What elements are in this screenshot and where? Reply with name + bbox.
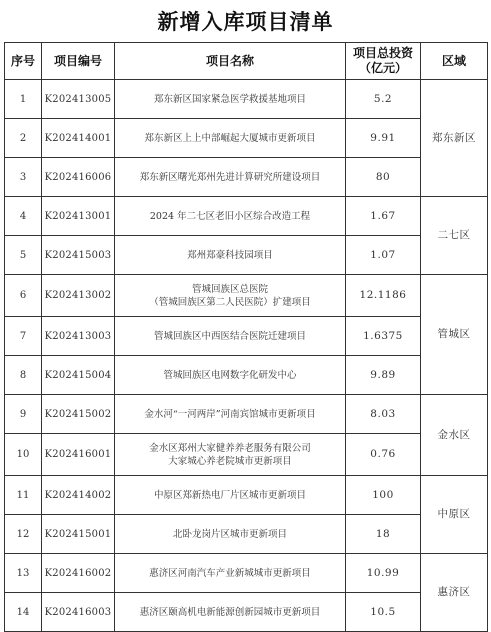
header-investment-line1: 项目总投资: [352, 46, 413, 60]
table-row: [5, 158, 488, 197]
row-investment: 80: [346, 158, 421, 197]
row-investment: 5.2: [346, 80, 421, 119]
row-project-name: [115, 80, 346, 119]
row-area: 中原区: [421, 476, 488, 554]
row-project-name-line: 郑东新区上上中部崛起大厦城市更新项目: [144, 132, 316, 144]
row-project-name: [115, 236, 346, 275]
row-index: 4: [5, 197, 42, 236]
row-area: 二七区: [421, 197, 488, 275]
row-index: 10: [5, 434, 42, 476]
row-project-code: K202413003: [42, 317, 115, 356]
table-body: [5, 80, 488, 632]
row-project-name: [115, 275, 346, 317]
row-project-name: [115, 395, 346, 434]
row-project-name-line: 北卧龙岗片区城市更新项目: [172, 528, 287, 540]
row-project-name-line: 惠济区颐高机电新能源创新园城市更新项目: [139, 606, 321, 618]
row-area: 惠济区: [421, 554, 488, 632]
table-row: [5, 554, 488, 593]
row-index: 5: [5, 236, 42, 275]
row-project-name: [115, 317, 346, 356]
row-project-name: [115, 197, 346, 236]
row-index: 7: [5, 317, 42, 356]
row-project-code: K202415001: [42, 515, 115, 554]
row-project-code: K202415002: [42, 395, 115, 434]
row-project-code: K202415004: [42, 356, 115, 395]
row-investment: 1.6375: [346, 317, 421, 356]
table-row: [5, 119, 488, 158]
row-project-name: [115, 119, 346, 158]
row-investment: 8.03: [346, 395, 421, 434]
table-header-row: [5, 43, 488, 80]
row-investment: 9.91: [346, 119, 421, 158]
row-index: 9: [5, 395, 42, 434]
row-index: 2: [5, 119, 42, 158]
row-project-name-line: （管城回族区第二人民医院）扩建项目: [149, 296, 311, 308]
table-row: [5, 275, 488, 317]
table-row: [5, 236, 488, 275]
table-row: [5, 593, 488, 632]
table-row: [5, 197, 488, 236]
header-investment-line2: （亿元）: [358, 61, 407, 75]
row-project-code: K202413002: [42, 275, 115, 317]
row-area: 金水区: [421, 395, 488, 476]
header-code: 项目编号: [42, 43, 115, 80]
row-investment: 1.67: [346, 197, 421, 236]
row-project-name-line: 管城回族区中西医结合医院迁建项目: [153, 330, 306, 342]
header-area: 区域: [421, 43, 488, 80]
row-index: 6: [5, 275, 42, 317]
table-row: [5, 434, 488, 476]
row-investment: 0.76: [346, 434, 421, 476]
row-project-name: [115, 515, 346, 554]
row-project-name: [115, 356, 346, 395]
row-project-name: [115, 593, 346, 632]
row-investment: 100: [346, 476, 421, 515]
row-project-name: [115, 158, 346, 197]
row-project-name: [115, 554, 346, 593]
row-project-code: K202416003: [42, 593, 115, 632]
row-project-code: K202414001: [42, 119, 115, 158]
page-title: 新增入库项目清单: [157, 10, 334, 34]
table-row: [5, 80, 488, 119]
row-index: 13: [5, 554, 42, 593]
row-project-code: K202414002: [42, 476, 115, 515]
row-area: 管城区: [421, 275, 488, 395]
table-row: [5, 515, 488, 554]
project-table: [4, 42, 488, 632]
row-project-name-line: 郑州郑豪科技园项目: [187, 249, 273, 261]
row-index: 3: [5, 158, 42, 197]
row-index: 8: [5, 356, 42, 395]
row-project-name-line: 中原区郑新热电厂片区城市更新项目: [153, 489, 306, 501]
row-investment: 1.07: [346, 236, 421, 275]
row-project-name-line: 管城回族区总医院: [191, 283, 268, 295]
header-index: 序号: [5, 43, 42, 80]
row-project-code: K202416001: [42, 434, 115, 476]
row-project-name-line: 金水河“一河两岸”河南宾馆城市更新项目: [144, 408, 316, 420]
row-project-name-line: 管城回族区电网数字化研发中心: [163, 369, 297, 381]
table-row: [5, 395, 488, 434]
row-project-name-line: 惠济区河南汽车产业新城城市更新项目: [149, 567, 311, 579]
row-project-name-line: 郑东新区曙光郑州先进计算研究所建设项目: [139, 171, 321, 183]
row-project-code: K202413001: [42, 197, 115, 236]
row-project-code: K202413005: [42, 80, 115, 119]
row-project-name-line: 郑东新区国家紧急医学救援基地项目: [153, 93, 306, 105]
row-project-code: K202416006: [42, 158, 115, 197]
row-index: 1: [5, 80, 42, 119]
row-investment: 10.5: [346, 593, 421, 632]
row-index: 12: [5, 515, 42, 554]
row-index: 11: [5, 476, 42, 515]
row-project-code: K202416002: [42, 554, 115, 593]
row-project-name-line: 2024 年二七区老旧小区综合改造工程: [149, 210, 311, 222]
row-area: 郑东新区: [421, 80, 488, 197]
row-project-code: K202415003: [42, 236, 115, 275]
row-index: 14: [5, 593, 42, 632]
row-investment: 12.1186: [346, 275, 421, 317]
header-name: 项目名称: [115, 43, 346, 80]
header-investment: [346, 43, 421, 80]
row-investment: 10.99: [346, 554, 421, 593]
table-row: [5, 317, 488, 356]
table-row: [5, 356, 488, 395]
row-project-name: [115, 476, 346, 515]
row-project-name-line: 金水区郑州大家健养养老服务有限公司: [149, 442, 311, 454]
row-investment: 9.89: [346, 356, 421, 395]
table-row: [5, 476, 488, 515]
row-project-name: [115, 434, 346, 476]
row-investment: 18: [346, 515, 421, 554]
row-project-name-line: 大家城心养老院城市更新项目: [168, 455, 292, 467]
